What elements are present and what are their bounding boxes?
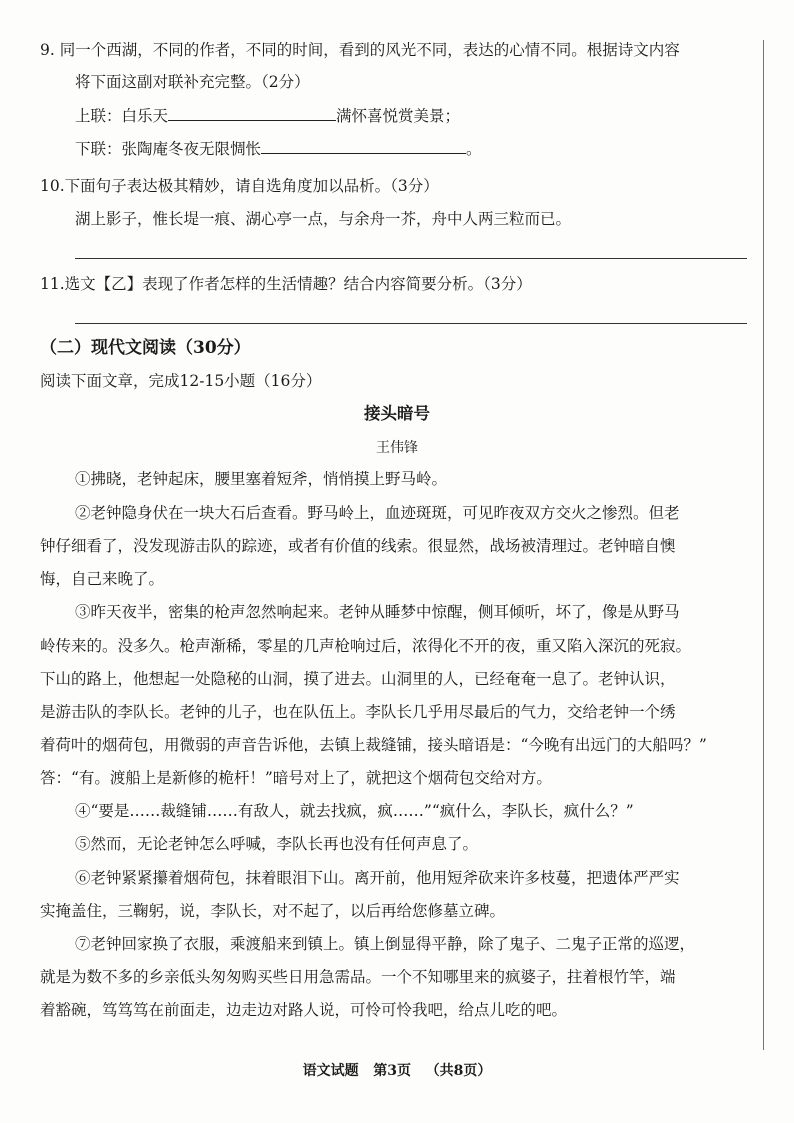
q9-prompt-line2: 将下面这副对联补充完整。（2分）: [75, 73, 310, 91]
article-title: 接头暗号: [364, 404, 430, 423]
page-footer: [0, 1061, 794, 1081]
article-line: 下山的路上，他想起一处隐秘的山洞，摸了进去。山洞里的人，已经奄奄一息了。老钟认识，: [40, 670, 676, 688]
article-author: 王伟锋: [376, 440, 418, 456]
q9-upper-blank[interactable]: [168, 120, 336, 121]
q10-quote: 湖上影子，惟长堤一痕、湖心亭一点，与余舟一芥，舟中人两三粒而已。: [75, 210, 572, 228]
footer-subject: 语文试题: [302, 1063, 359, 1079]
footer-page: 第3页: [373, 1063, 411, 1079]
article-line: ⑥老钟紧紧攥着烟荷包，抹着眼泪下山。离开前，他用短斧砍来许多枝蔓，把遗体严严实: [75, 869, 680, 887]
article-line: 着豁碗，笃笃笃在前面走，边走边对路人说，可怜可怜我吧，给点儿吃的吧。: [40, 1001, 568, 1019]
article-line: 是游击队的李队长。老钟的儿子，也在队伍上。李队长几乎用尽最后的气力，交给老钟一个绣: [40, 703, 676, 721]
article-line: 钟仔细看了，没发现游击队的踪迹，或者有价值的线索。很显然，战场被清理过。老钟暗自懊: [40, 537, 676, 555]
section-instruction: 阅读下面文章，完成12-15小题（16分）: [40, 372, 322, 390]
article-line: 答：“有。渡船上是新修的桅杆！”暗号对上了，就把这个烟荷包交给对方。: [40, 769, 552, 787]
article-line: 岭传来的。没多久。枪声渐稀，零星的几声枪响过后，浓得化不开的夜，重又陷入深沉的死寂。: [40, 637, 692, 655]
q9-lower-suffix: 。: [466, 140, 482, 158]
article-line: ③昨天夜半，密集的枪声忽然响起来。老钟从睡梦中惊醒，侧耳倾听，坏了，像是从野马: [75, 603, 680, 621]
q9-upper-prefix: 上联：白乐天: [75, 107, 169, 125]
q10-answer-line[interactable]: [75, 258, 747, 259]
article-line: 实掩盖住，三鞠躬，说，李队长，对不起了，以后再给您修墓立碑。: [40, 902, 506, 920]
q9-lower-prefix: 下联：张陶庵冬夜无限惆怅: [75, 140, 262, 158]
q9-upper-couplet: [75, 106, 460, 126]
q11-answer-line[interactable]: [75, 323, 747, 324]
q11-prompt: 11.选文【乙】表现了作者怎样的生活情趣？结合内容简要分析。（3分）: [40, 275, 532, 293]
article-line: ①拂晓，老钟起床，腰里塞着短斧，悄悄摸上野马岭。: [75, 470, 448, 488]
footer-total: （共8页）: [425, 1063, 492, 1079]
article-line: ②老钟隐身伏在一块大石后查看。野马岭上，血迹斑斑，可见昨夜双方交火之惨烈。但老: [75, 504, 680, 522]
article-line: 着荷叶的烟荷包，用微弱的声音告诉他，去镇上裁缝铺，接头暗语是：“今晚有出远门的大船吗？”: [40, 736, 707, 754]
article-line: ⑦老钟回家换了衣服，乘渡船来到镇上。镇上倒显得平静，除了鬼子、二鬼子正常的巡逻，: [75, 935, 696, 953]
q9-lower-blank[interactable]: [261, 153, 466, 154]
page-margin-line: [763, 40, 764, 1050]
article-line: ④“要是……裁缝铺……有敌人，就去找疯，疯……”“疯什么，李队长，疯什么？”: [75, 802, 634, 820]
article-line: 就是为数不多的乡亲低头匆匆购买些日用急需品。一个不知哪里来的疯婆子，拄着根竹竿，端: [40, 968, 676, 986]
article-line: 悔，自己来晚了。: [40, 570, 165, 588]
article-line: ⑤然而，无论老钟怎么呼喊，李队长再也没有任何声息了。: [75, 835, 479, 853]
q10-prompt: 10.下面句子表达极其精妙，请自选角度加以品析。（3分）: [40, 177, 439, 195]
q9-upper-suffix: 满怀喜悦赏美景；: [336, 107, 461, 125]
q9-prompt-line1: 9. 同一个西湖，不同的作者，不同的时间，看到的风光不同，表达的心情不同。根据诗文内容: [40, 41, 680, 59]
q9-lower-couplet: [75, 139, 482, 159]
section-heading: （二）现代文阅读（30分）: [40, 338, 251, 358]
